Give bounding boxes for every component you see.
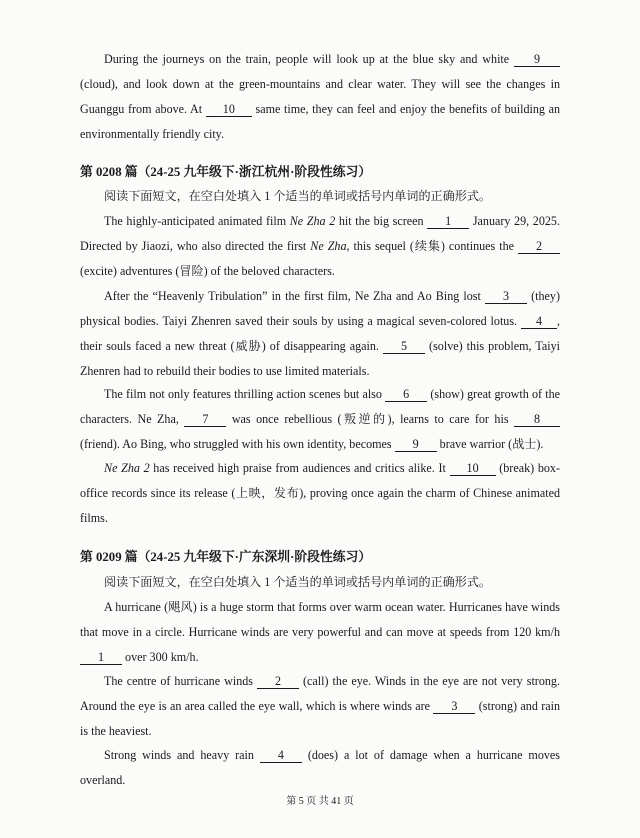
nezha-paragraph-3: The film not only features thrilling action scenes but also 6 (show) great growth of the characters. Ne Zha, 7 was once rebellious (叛逆的), learns to care for his 8 (friend). Ao Bing, who struggled with his own identity, becomes 9 brave warrior (战士).	[80, 387, 560, 451]
answer-blank-9[interactable]: 9	[395, 437, 437, 452]
answer-blank-2[interactable]: 2	[257, 674, 299, 689]
answer-blank-9[interactable]: 9	[514, 52, 560, 67]
answer-blank-10[interactable]: 10	[450, 461, 496, 476]
answer-blank-2[interactable]: 2	[518, 239, 560, 254]
nezha-paragraph-1: The highly-anticipated animated film Ne Zha 2 hit the big screen 1 January 29, 2025. Directed by Jiaozi, who also directed the first Ne Zha, this sequel (续集) continues the 2 (excite) adventures (冒险) of the beloved characters.	[80, 214, 560, 278]
answer-blank-6[interactable]: 6	[385, 387, 427, 402]
answer-blank-1[interactable]: 1	[427, 214, 469, 229]
hurricane-paragraph-2: The centre of hurricane winds 2 (call) the eye. Winds in the eye are not very strong. Around the eye is an area called the eye wall, which is where winds are 3 (strong) and rain is the heaviest.	[80, 674, 561, 738]
hurricane-paragraph-1: A hurricane (飓风) is a huge storm that forms over warm ocean water. Hurricanes have winds that move in a circle. Hurricane winds are very powerful and can move at speeds from 120 km/h 1 over 300 km/h.	[80, 600, 560, 664]
answer-blank-7[interactable]: 7	[184, 412, 226, 427]
answer-blank-1[interactable]: 1	[80, 650, 122, 665]
answer-blank-5[interactable]: 5	[383, 339, 425, 354]
answer-blank-8[interactable]: 8	[514, 412, 560, 427]
section-instruction: 阅读下面短文，在空白处填入 1 个适当的单词或括号内单词的正确形式。	[104, 575, 492, 589]
answer-blank-4[interactable]: 4	[260, 748, 302, 763]
section-heading-0209: 第 0209 篇（24-25 九年级下·广东深圳·阶段性练习）	[80, 550, 372, 564]
section-instruction: 阅读下面短文，在空白处填入 1 个适当的单词或括号内单词的正确形式。	[104, 189, 492, 203]
intro-paragraph: During the journeys on the train, people will look up at the blue sky and white 9 (cloud), and look down at the green-mountains and clear water. They will see the changes in Guanggu from above. At 10 same time, they can feel and enjoy the benefits of building an environmentally friendly city.	[80, 52, 561, 141]
section-heading-0208: 第 0208 篇（24-25 九年级下·浙江杭州·阶段性练习）	[80, 165, 372, 179]
answer-blank-4[interactable]: 4	[521, 314, 557, 329]
nezha-paragraph-4: Ne Zha 2 has received high praise from audiences and critics alike. It 10 (break) box-office records since its release (上映，发布), proving once again the charm of Chinese animated films.	[80, 461, 560, 525]
answer-blank-3[interactable]: 3	[485, 289, 527, 304]
page-footer: 第 5 页 共 41 页	[286, 796, 354, 807]
answer-blank-10[interactable]: 10	[206, 102, 252, 117]
hurricane-paragraph-3: Strong winds and heavy rain 4 (does) a lot of damage when a hurricane moves overland.	[80, 748, 560, 787]
answer-blank-3[interactable]: 3	[433, 699, 475, 714]
nezha-paragraph-2: After the “Heavenly Tribulation” in the first film, Ne Zha and Ao Bing lost 3 (they) physical bodies. Taiyi Zhenren saved their souls by using a magical seven-colored lotus. 4 , their souls faced a new threat (威胁) of disappearing again. 5 (solve) this problem, Taiyi Zhenren had to rebuild their bodies to use limited materials.	[80, 289, 561, 378]
